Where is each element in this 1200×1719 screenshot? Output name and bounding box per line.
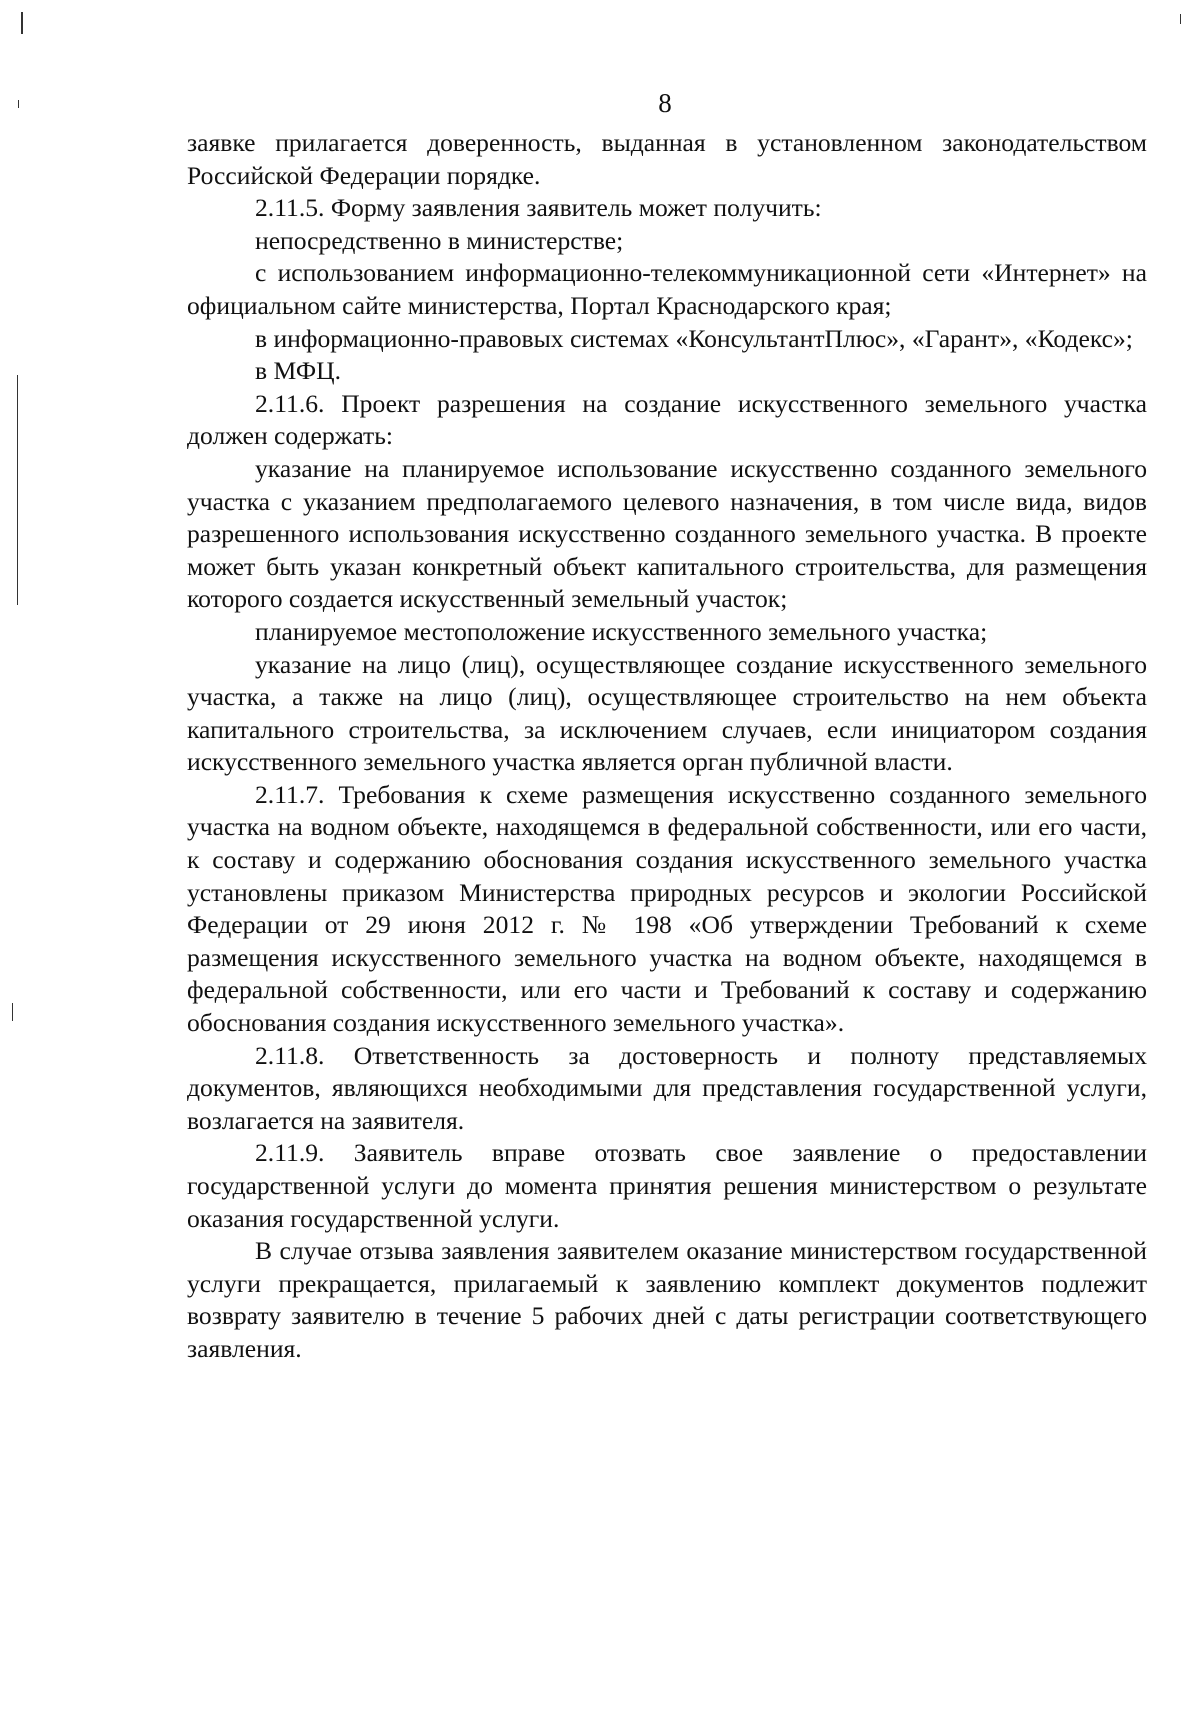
document-paragraph: 2.11.7. Требования к схеме размещения искусственно созданного земельного участка на водном объекте, находящемся в федеральной собственности, или его части, к составу и содержанию обоснования создания искусственного земельного участка установлены приказом Министерства природных ресурсов и экологии Российской Федерации от 29 июня 2012 г. № 198 «Об утверждении Требований к схеме размещения искусственного земельного участка на водном объекте, находящемся в федеральной собственности, или его части и Требований к составу и содержанию обоснования создания искусственного земельного участка». [187,779,1147,1038]
document-paragraph: 2.11.5. Форму заявления заявитель может получить: [255,193,822,223]
document-body [187,127,1147,1366]
document-paragraph: с использованием информационно-телекоммуникационной сети «Интернет» на официальном сайте министерства, Портал Краснодарского края; [187,258,1147,320]
document-paragraph: в информационно-правовых системах «КонсультантПлюс», «Гарант», «Кодекс»; [255,323,1133,353]
document-paragraph: В случае отзыва заявления заявителем оказание министерством государственной услуги прекращается, прилагаемый к заявлению комплект документов подлежит возврату заявителю в течение 5 рабочих дней с даты регистрации соответствующего заявления. [187,1236,1147,1363]
document-paragraph: 2.11.6. Проект разрешения на создание искусственного земельного участка должен содержать: [187,388,1147,451]
document-paragraph: указание на лицо (лиц), осуществляющее создание искусственного земельного участка, а также на лицо (лиц), осуществляющее строительство на нем объекта капитального строительства, за исключением случаев, если инициатором создания искусственного земельного участка является орган публичной власти. [187,649,1147,777]
scan-artifact-left-dots [12,1003,13,1021]
document-paragraph: указание на планируемое использование искусственно созданного земельного участка с указанием предполагаемого целевого назначения, в том числе вида, видов разрешенного использования искусственно созданного земельного участка. В проекте может быть указан конкретный объект капитального строительства, для размещения которого создается искусственный земельный участок; [187,453,1147,614]
document-paragraph: непосредственно в министерстве; [255,225,624,255]
document-paragraph: в МФЦ. [255,356,342,386]
document-paragraph: 2.11.9. Заявитель вправе отозвать свое заявление о предоставлении государственной услуги до момента принятия решения министерством о результате оказания государственной услуги. [187,1138,1147,1233]
page-number: 8 [658,88,672,118]
scan-artifact-left-bar [17,375,18,605]
document-paragraph: планируемое местоположение искусственного земельного участка; [255,616,988,646]
document-paragraph: заявке прилагается доверенность, выданная в установленном законодательством Российской Федерации порядке. [187,128,1147,190]
scan-artifact-top-left [21,12,23,34]
document-paragraph: 2.11.8. Ответственность за достоверность и полноту представляемых документов, являющихся необходимыми для представления государственной услуги, возлагается на заявителя. [187,1040,1147,1135]
scan-artifact-top-right [1180,14,1181,24]
